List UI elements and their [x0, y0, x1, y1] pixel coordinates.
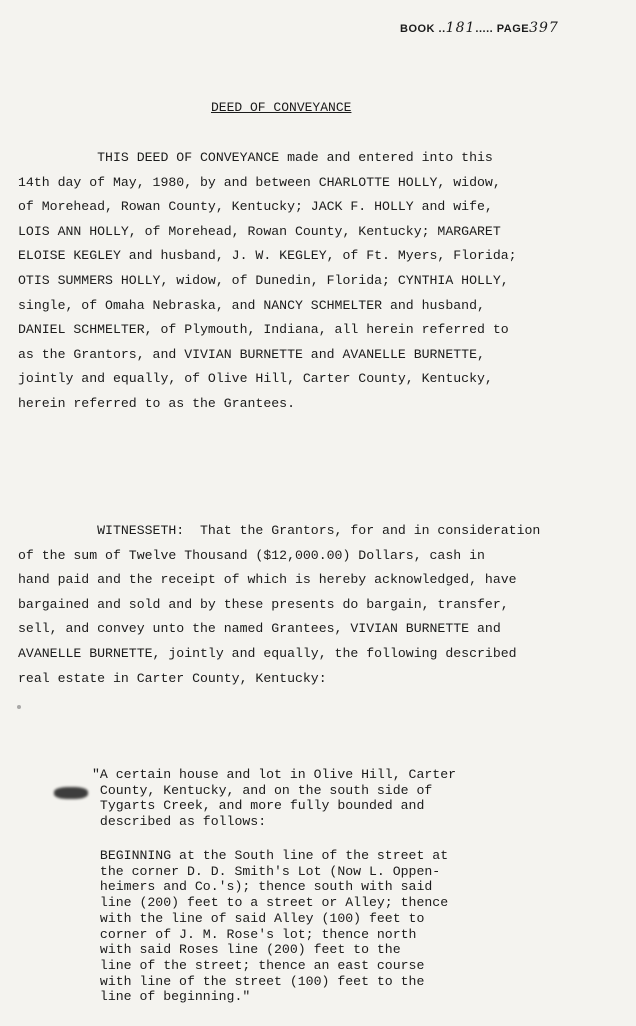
- paper-speck: [17, 705, 21, 709]
- parties-paragraph: THIS DEED OF CONVEYANCE made and entered into this 14th day of May, 1980, by and between CHARLOTTE HOLLY, widow, of Morehead, Rowan County, Kentucky; JACK F. HOLLY and wife, LOIS ANN HOLLY, of Morehead, Rowan County, Kentucky; MARGARET ELOISE KEGLEY and husband, J. W. KEGLEY, of Ft. Myers, Florida; OTIS SUMMERS HOLLY, widow, of Dunedin, Florida; CYNTHIA HOLLY, single, of Omaha Nebraska, and NANCY SCHMELTER and husband, DANIEL SCHMELTER, of Plymouth, Indiana, all herein referred to as the Grantors, and VIVIAN BURNETTE and AVANELLE BURNETTE, jointly and equally, of Olive Hill, Carter County, Kentucky, herein referred to as the Grantees.: [18, 150, 517, 411]
- document-title: DEED OF CONVEYANCE: [211, 100, 352, 115]
- book-number: 181: [445, 20, 476, 36]
- book-label: BOOK: [400, 23, 435, 35]
- page-label: PAGE: [496, 23, 530, 35]
- ink-smudge: [54, 787, 88, 799]
- property-description-intro: "A certain house and lot in Olive Hill, Carter County, Kentucky, and on the south side of Tygarts Creek, and more fully bounded and described as follows:: [92, 767, 457, 830]
- book-page-reference: BOOK ..181..... PAGE397: [400, 20, 559, 36]
- page-number: 397: [529, 20, 559, 36]
- property-boundary-description: BEGINNING at the South line of the street at the corner D. D. Smith's Lot (Now L. Oppen- heimers and Co.'s); thence south with said line (200) feet to a street or Alley; thence with the line of said Alley (100) feet to corner of J. M. Rose's lot; thence north with said Roses line (200) feet to the line of the street; thence an east course with line of the street (100) feet to the line of beginning.": [99, 848, 449, 1005]
- witnesseth-paragraph: WITNESSETH: That the Grantors, for and in consideration of the sum of Twelve Thousand ($12,000.00) Dollars, cash in hand paid and the receipt of which is hereby acknowledged, have bargained and sold and by these presents do bargain, transfer, sell, and convey unto the named Grantees, VIVIAN BURNETTE and AVANELLE BURNETTE, jointly and equally, the following described real estate in Carter County, Kentucky:: [18, 523, 541, 686]
